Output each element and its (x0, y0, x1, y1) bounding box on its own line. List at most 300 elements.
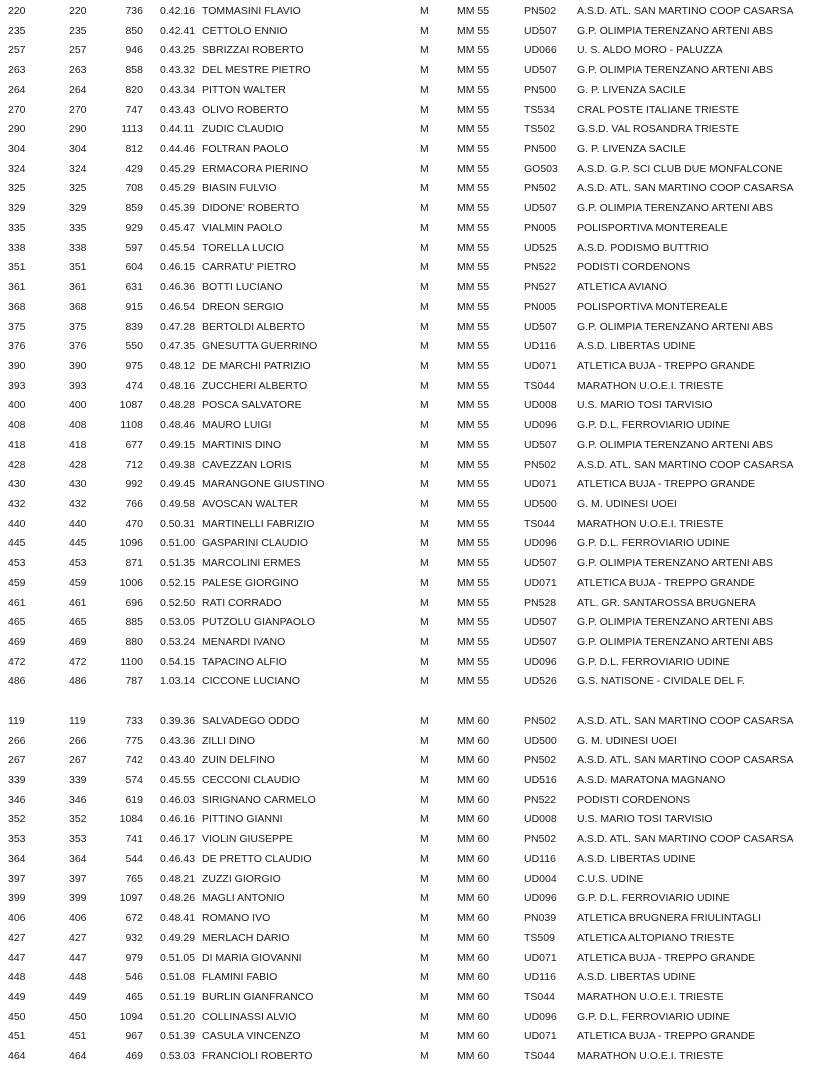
cat-pos-cell: 465 (69, 616, 87, 629)
sex-cell: M (420, 793, 429, 806)
pos-cell: 376 (8, 340, 26, 353)
pos-cell: 329 (8, 202, 26, 215)
pos-cell: 461 (8, 596, 26, 609)
time-cell: 0.48.46 (160, 419, 196, 432)
sex-cell: M (420, 497, 429, 510)
club-code-cell: PN522 (524, 793, 557, 806)
club-cell: ATLETICA ALTOPIANO TRIESTE (577, 931, 735, 944)
pos-cell: 335 (8, 221, 26, 234)
sex-cell: M (420, 44, 429, 57)
cat-cell: MM 55 (457, 576, 490, 589)
time-cell: 0.51.35 (160, 557, 196, 570)
time-cell: 0.51.05 (160, 951, 196, 964)
cat-cell: MM 60 (457, 1010, 490, 1023)
time-cell: 0.49.58 (160, 497, 196, 510)
pos-cell: 445 (8, 537, 26, 550)
pos-cell: 448 (8, 971, 26, 984)
cat-cell: MM 55 (457, 675, 490, 688)
cat-pos-cell: 450 (69, 1010, 87, 1023)
result-row (0, 258, 820, 278)
result-row (0, 830, 820, 850)
cat-pos-cell: 339 (69, 774, 87, 787)
result-row (0, 1008, 820, 1028)
name-cell: DE PRETTO CLAUDIO (202, 852, 312, 865)
sex-cell: M (420, 774, 429, 787)
cat-cell: MM 55 (457, 261, 490, 274)
club-code-cell: PN500 (524, 83, 557, 96)
sex-cell: M (420, 300, 429, 313)
result-row (0, 1047, 820, 1067)
bib-cell: 742 (125, 754, 143, 767)
name-cell: FRANCIOLI ROBERTO (202, 1050, 313, 1063)
result-row (0, 140, 820, 160)
time-cell: 0.49.38 (160, 458, 196, 471)
time-cell: 0.52.50 (160, 596, 196, 609)
name-cell: MAURO LUIGI (202, 419, 272, 432)
result-row (0, 2, 820, 22)
pos-cell: 119 (8, 714, 25, 727)
time-cell: 0.46.16 (160, 813, 196, 826)
club-code-cell: UD507 (524, 202, 557, 215)
pos-cell: 449 (8, 990, 26, 1003)
pos-cell: 353 (8, 833, 26, 846)
club-cell: MARATHON U.O.E.I. TRIESTE (577, 517, 724, 530)
time-cell: 0.45.55 (160, 774, 196, 787)
cat-pos-cell: 464 (69, 1050, 87, 1063)
sex-cell: M (420, 951, 429, 964)
pos-cell: 235 (8, 24, 26, 37)
time-cell: 0.45.39 (160, 202, 196, 215)
pos-cell: 459 (8, 576, 26, 589)
cat-pos-cell: 447 (69, 951, 87, 964)
club-cell: ATLETICA BUJA - TREPPO GRANDE (577, 478, 756, 491)
cat-pos-cell: 459 (69, 576, 87, 589)
club-cell: G.P. OLIMPIA TERENZANO ARTENI ABS (577, 320, 774, 333)
time-cell: 0.46.15 (160, 261, 196, 274)
result-row (0, 495, 820, 515)
time-cell: 0.45.29 (160, 162, 196, 175)
club-cell: G.P. D.L. FERROVIARIO UDINE (577, 537, 730, 550)
club-cell: POLISPORTIVA MONTEREALE (577, 221, 728, 234)
sex-cell: M (420, 438, 429, 451)
cat-pos-cell: 346 (69, 793, 87, 806)
pos-cell: 440 (8, 517, 26, 530)
cat-cell: MM 55 (457, 123, 490, 136)
cat-cell: MM 55 (457, 359, 490, 372)
sex-cell: M (420, 281, 429, 294)
pos-cell: 451 (8, 1030, 26, 1043)
club-code-cell: UD096 (524, 537, 557, 550)
name-cell: POSCA SALVATORE (202, 399, 302, 412)
result-row (0, 968, 820, 988)
sex-cell: M (420, 833, 429, 846)
name-cell: DE MARCHI PATRIZIO (202, 359, 311, 372)
time-cell: 0.48.28 (160, 399, 196, 412)
club-cell: G.P. D.L. FERROVIARIO UDINE (577, 419, 730, 432)
bib-cell: 871 (125, 557, 143, 570)
result-row (0, 396, 820, 416)
name-cell: MAGLI ANTONIO (202, 892, 285, 905)
pos-cell: 325 (8, 182, 26, 195)
bib-cell: 946 (125, 44, 143, 57)
cat-pos-cell: 119 (69, 714, 86, 727)
name-cell: PITTINO GIANNI (202, 813, 283, 826)
time-cell: 0.47.35 (160, 340, 196, 353)
result-row (0, 929, 820, 949)
club-cell: G.P. OLIMPIA TERENZANO ARTENI ABS (577, 636, 774, 648)
cat-pos-cell: 353 (69, 833, 87, 846)
cat-pos-cell: 428 (69, 458, 87, 471)
club-cell: A.S.D. G.P. SCI CLUB DUE MONFALCONE (577, 162, 783, 175)
bib-cell: 465 (125, 990, 143, 1003)
name-cell: VIALMIN PAOLO (202, 221, 283, 234)
club-code-cell: UD500 (524, 497, 557, 510)
name-cell: MARTINELLI FABRIZIO (202, 517, 315, 530)
bib-cell: 1096 (119, 537, 143, 550)
time-cell: 0.51.20 (160, 1010, 196, 1023)
bib-cell: 550 (125, 340, 143, 353)
cat-pos-cell: 351 (69, 261, 87, 274)
bib-cell: 712 (125, 458, 143, 471)
name-cell: CAVEZZAN LORIS (202, 458, 292, 471)
name-cell: OLIVO ROBERTO (202, 103, 289, 116)
cat-pos-cell: 264 (69, 83, 87, 96)
sex-cell: M (420, 103, 429, 116)
cat-cell: MM 55 (457, 64, 490, 77)
club-code-cell: TS534 (524, 103, 555, 116)
cat-cell: MM 55 (457, 557, 490, 570)
name-cell: DREON SERGIO (202, 300, 284, 313)
club-code-cell: UD507 (524, 24, 557, 37)
cat-cell: MM 60 (457, 813, 490, 826)
cat-cell: MM 55 (457, 182, 490, 195)
cat-cell: MM 55 (457, 241, 490, 254)
result-row (0, 633, 820, 653)
bib-cell: 597 (125, 241, 143, 254)
result-row (0, 41, 820, 61)
name-cell: BURLIN GIANFRANCO (202, 990, 314, 1003)
sex-cell: M (420, 143, 429, 156)
result-row (0, 574, 820, 594)
cat-pos-cell: 266 (69, 734, 87, 747)
result-row (0, 475, 820, 495)
club-code-cell: PN005 (524, 300, 557, 313)
time-cell: 0.43.40 (160, 754, 196, 767)
sex-cell: M (420, 892, 429, 905)
club-cell: MARATHON U.O.E.I. TRIESTE (577, 379, 724, 392)
bib-cell: 979 (125, 951, 143, 964)
bib-cell: 975 (125, 359, 143, 372)
time-cell: 0.46.36 (160, 281, 196, 294)
result-row (0, 456, 820, 476)
club-cell: U.S. MARIO TOSI TARVISIO (577, 813, 713, 826)
cat-cell: MM 60 (457, 734, 490, 747)
club-cell: ATLETICA AVIANO (577, 281, 668, 294)
time-cell: 0.51.08 (160, 971, 196, 984)
cat-cell: MM 55 (457, 162, 490, 175)
pos-cell: 408 (8, 419, 26, 432)
cat-pos-cell: 461 (69, 596, 87, 609)
bib-cell: 885 (125, 616, 143, 629)
club-cell: G.P. D.L. FERROVIARIO UDINE (577, 655, 730, 668)
cat-pos-cell: 451 (69, 1030, 87, 1043)
cat-cell: MM 60 (457, 912, 490, 925)
time-cell: 0.46.03 (160, 793, 196, 806)
time-cell: 0.52.15 (160, 576, 196, 589)
time-cell: 0.42.16 (160, 5, 196, 17)
bib-cell: 469 (125, 1050, 143, 1063)
cat-cell: MM 55 (457, 300, 490, 313)
bib-cell: 619 (125, 793, 143, 806)
time-cell: 0.48.12 (160, 359, 196, 372)
sex-cell: M (420, 1030, 429, 1043)
club-code-cell: UD096 (524, 892, 557, 905)
bib-cell: 880 (125, 636, 143, 648)
club-code-cell: PN527 (524, 281, 557, 294)
bib-cell: 604 (125, 261, 143, 274)
bib-cell: 858 (125, 64, 143, 77)
club-cell: G.P. D.L. FERROVIARIO UDINE (577, 892, 730, 905)
time-cell: 0.43.36 (160, 734, 196, 747)
bib-cell: 1087 (119, 399, 143, 412)
club-code-cell: UD116 (524, 340, 556, 353)
cat-pos-cell: 375 (69, 320, 87, 333)
result-row (0, 870, 820, 890)
cat-pos-cell: 290 (69, 123, 87, 136)
sex-cell: M (420, 576, 429, 589)
result-row (0, 613, 820, 633)
cat-pos-cell: 368 (69, 300, 87, 313)
club-cell: ATLETICA BRUGNERA FRIULINTAGLI (577, 912, 761, 925)
sex-cell: M (420, 24, 429, 37)
name-cell: MARANGONE GIUSTINO (202, 478, 325, 491)
results-list (0, 2, 820, 1067)
result-row (0, 791, 820, 811)
cat-pos-cell: 352 (69, 813, 87, 826)
bib-cell: 741 (125, 833, 143, 846)
cat-pos-cell: 399 (69, 892, 87, 905)
bib-cell: 859 (125, 202, 143, 215)
club-cell: G.P. OLIMPIA TERENZANO ARTENI ABS (577, 557, 774, 570)
name-cell: GASPARINI CLAUDIO (202, 537, 308, 550)
club-cell: G.P. OLIMPIA TERENZANO ARTENI ABS (577, 64, 774, 77)
cat-cell: MM 60 (457, 754, 490, 767)
club-cell: PODISTI CORDENONS (577, 793, 691, 806)
cat-cell: MM 60 (457, 990, 490, 1003)
pos-cell: 361 (8, 281, 26, 294)
cat-cell: MM 55 (457, 399, 490, 412)
club-code-cell: UD066 (524, 44, 557, 57)
sex-cell: M (420, 517, 429, 530)
time-cell: 0.47.28 (160, 320, 196, 333)
pos-cell: 220 (8, 5, 26, 17)
name-cell: SBRIZZAI ROBERTO (202, 44, 304, 57)
cat-cell: MM 55 (457, 5, 490, 17)
cat-cell: MM 60 (457, 971, 490, 984)
pos-cell: 346 (8, 793, 26, 806)
cat-cell: MM 55 (457, 458, 490, 471)
cat-cell: MM 60 (457, 714, 490, 727)
club-code-cell: UD116 (524, 852, 556, 865)
pos-cell: 270 (8, 103, 26, 116)
name-cell: ZUIN DELFINO (202, 754, 275, 767)
cat-pos-cell: 257 (69, 44, 87, 57)
cat-pos-cell: 449 (69, 990, 87, 1003)
sex-cell: M (420, 399, 429, 412)
club-cell: A.S.D. ATL. SAN MARTINO COOP CASARSA (577, 5, 794, 17)
sex-cell: M (420, 340, 429, 353)
bib-cell: 677 (125, 438, 143, 451)
bib-cell: 812 (125, 143, 143, 156)
club-code-cell: UD516 (524, 774, 557, 787)
cat-cell: MM 60 (457, 931, 490, 944)
club-cell: G.P. D.L. FERROVIARIO UDINE (577, 1010, 730, 1023)
club-cell: A.S.D. PODISMO BUTTRIO (577, 241, 709, 254)
cat-cell: MM 55 (457, 616, 490, 629)
time-cell: 0.45.54 (160, 241, 196, 254)
cat-cell: MM 55 (457, 537, 490, 550)
sex-cell: M (420, 261, 429, 274)
name-cell: SIRIGNANO CARMELO (202, 793, 316, 806)
bib-cell: 820 (125, 83, 143, 96)
name-cell: PALESE GIORGINO (202, 576, 299, 589)
club-code-cell: UD116 (524, 971, 556, 984)
club-code-cell: PN528 (524, 596, 557, 609)
pos-cell: 399 (8, 892, 26, 905)
result-row (0, 81, 820, 101)
pos-cell: 324 (8, 162, 26, 175)
club-code-cell: UD004 (524, 872, 557, 885)
time-cell: 0.48.21 (160, 872, 196, 885)
time-cell: 0.49.29 (160, 931, 196, 944)
pos-cell: 472 (8, 655, 26, 668)
bib-cell: 1094 (119, 1010, 143, 1023)
cat-pos-cell: 418 (69, 438, 87, 451)
cat-cell: MM 55 (457, 596, 490, 609)
name-cell: COLLINASSI ALVIO (202, 1010, 297, 1023)
result-row (0, 751, 820, 771)
club-code-cell: TS044 (524, 379, 555, 392)
club-cell: U.S. MARIO TOSI TARVISIO (577, 399, 713, 412)
bib-cell: 1100 (120, 655, 143, 668)
name-cell: TAPACINO ALFIO (202, 655, 287, 668)
pos-cell: 364 (8, 852, 26, 865)
cat-pos-cell: 406 (69, 912, 87, 925)
club-cell: A.S.D. ATL. SAN MARTINO COOP CASARSA (577, 182, 794, 195)
cat-pos-cell: 440 (69, 517, 87, 530)
pos-cell: 264 (8, 83, 26, 96)
cat-pos-cell: 445 (69, 537, 87, 550)
pos-cell: 368 (8, 300, 26, 313)
name-cell: FLAMINI FABIO (202, 971, 278, 984)
name-cell: FOLTRAN PAOLO (202, 143, 289, 156)
club-cell: A.S.D. ATL. SAN MARTINO COOP CASARSA (577, 754, 794, 767)
cat-cell: MM 55 (457, 419, 490, 432)
result-row (0, 22, 820, 42)
bib-cell: 733 (125, 714, 143, 727)
bib-cell: 470 (125, 517, 143, 530)
cat-cell: MM 55 (457, 379, 490, 392)
cat-pos-cell: 329 (69, 202, 87, 215)
name-cell: DEL MESTRE PIETRO (202, 64, 311, 77)
name-cell: CASULA VINCENZO (202, 1030, 301, 1043)
time-cell: 0.43.32 (160, 64, 196, 77)
sex-cell: M (420, 221, 429, 234)
cat-pos-cell: 397 (69, 872, 87, 885)
bib-cell: 787 (125, 675, 143, 688)
name-cell: CARRATU' PIETRO (202, 261, 296, 274)
bib-cell: 1113 (121, 123, 143, 136)
name-cell: TORELLA LUCIO (202, 241, 285, 254)
result-row (0, 219, 820, 239)
club-code-cell: PN502 (524, 458, 557, 471)
time-cell: 0.54.15 (160, 655, 196, 668)
sex-cell: M (420, 990, 429, 1003)
pos-cell: 397 (8, 872, 26, 885)
pos-cell: 267 (8, 754, 26, 767)
sex-cell: M (420, 182, 429, 195)
bib-cell: 546 (125, 971, 143, 984)
club-cell: A.S.D. ATL. SAN MARTINO COOP CASARSA (577, 458, 794, 471)
sex-cell: M (420, 813, 429, 826)
name-cell: DIDONE' ROBERTO (202, 202, 300, 215)
sex-cell: M (420, 971, 429, 984)
result-row (0, 810, 820, 830)
name-cell: MARTINIS DINO (202, 438, 282, 451)
name-cell: ZUZZI GIORGIO (202, 872, 281, 885)
sex-cell: M (420, 636, 429, 648)
result-row (0, 199, 820, 219)
sex-cell: M (420, 596, 429, 609)
club-cell: G.P. OLIMPIA TERENZANO ARTENI ABS (577, 616, 774, 629)
club-code-cell: TS509 (524, 931, 555, 944)
result-row (0, 377, 820, 397)
time-cell: 0.45.47 (160, 221, 196, 234)
club-cell: MARATHON U.O.E.I. TRIESTE (577, 1050, 724, 1063)
club-code-cell: UD071 (524, 1030, 557, 1043)
result-row (0, 61, 820, 81)
cat-pos-cell: 376 (69, 340, 87, 353)
club-code-cell: UD008 (524, 813, 557, 826)
name-cell: ROMANO IVO (202, 912, 271, 925)
result-row (0, 850, 820, 870)
cat-cell: MM 55 (457, 221, 490, 234)
name-cell: SALVADEGO ODDO (202, 714, 300, 727)
cat-cell: MM 55 (457, 320, 490, 333)
name-cell: DI MARIA GIOVANNI (202, 951, 302, 964)
club-cell: G. P. LIVENZA SACILE (577, 143, 686, 156)
time-cell: 0.50.31 (160, 517, 196, 530)
cat-cell: MM 60 (457, 852, 490, 865)
pos-cell: 427 (8, 931, 26, 944)
bib-cell: 474 (125, 379, 143, 392)
club-cell: ATL. GR. SANTAROSSA BRUGNERA (577, 596, 756, 609)
bib-cell: 708 (125, 182, 143, 195)
name-cell: PUTZOLU GIANPAOLO (202, 616, 315, 629)
club-cell: MARATHON U.O.E.I. TRIESTE (577, 990, 724, 1003)
name-cell: TOMMASINI FLAVIO (202, 5, 301, 17)
cat-cell: MM 60 (457, 774, 490, 787)
result-row (0, 1027, 820, 1047)
sex-cell: M (420, 537, 429, 550)
cat-cell: MM 55 (457, 103, 490, 116)
cat-pos-cell: 263 (69, 64, 87, 77)
bib-cell: 696 (125, 596, 143, 609)
time-cell: 0.51.00 (160, 537, 196, 550)
name-cell: MERLACH DARIO (202, 931, 290, 944)
club-cell: A.S.D. LIBERTAS UDINE (577, 852, 696, 865)
pos-cell: 400 (8, 399, 26, 412)
